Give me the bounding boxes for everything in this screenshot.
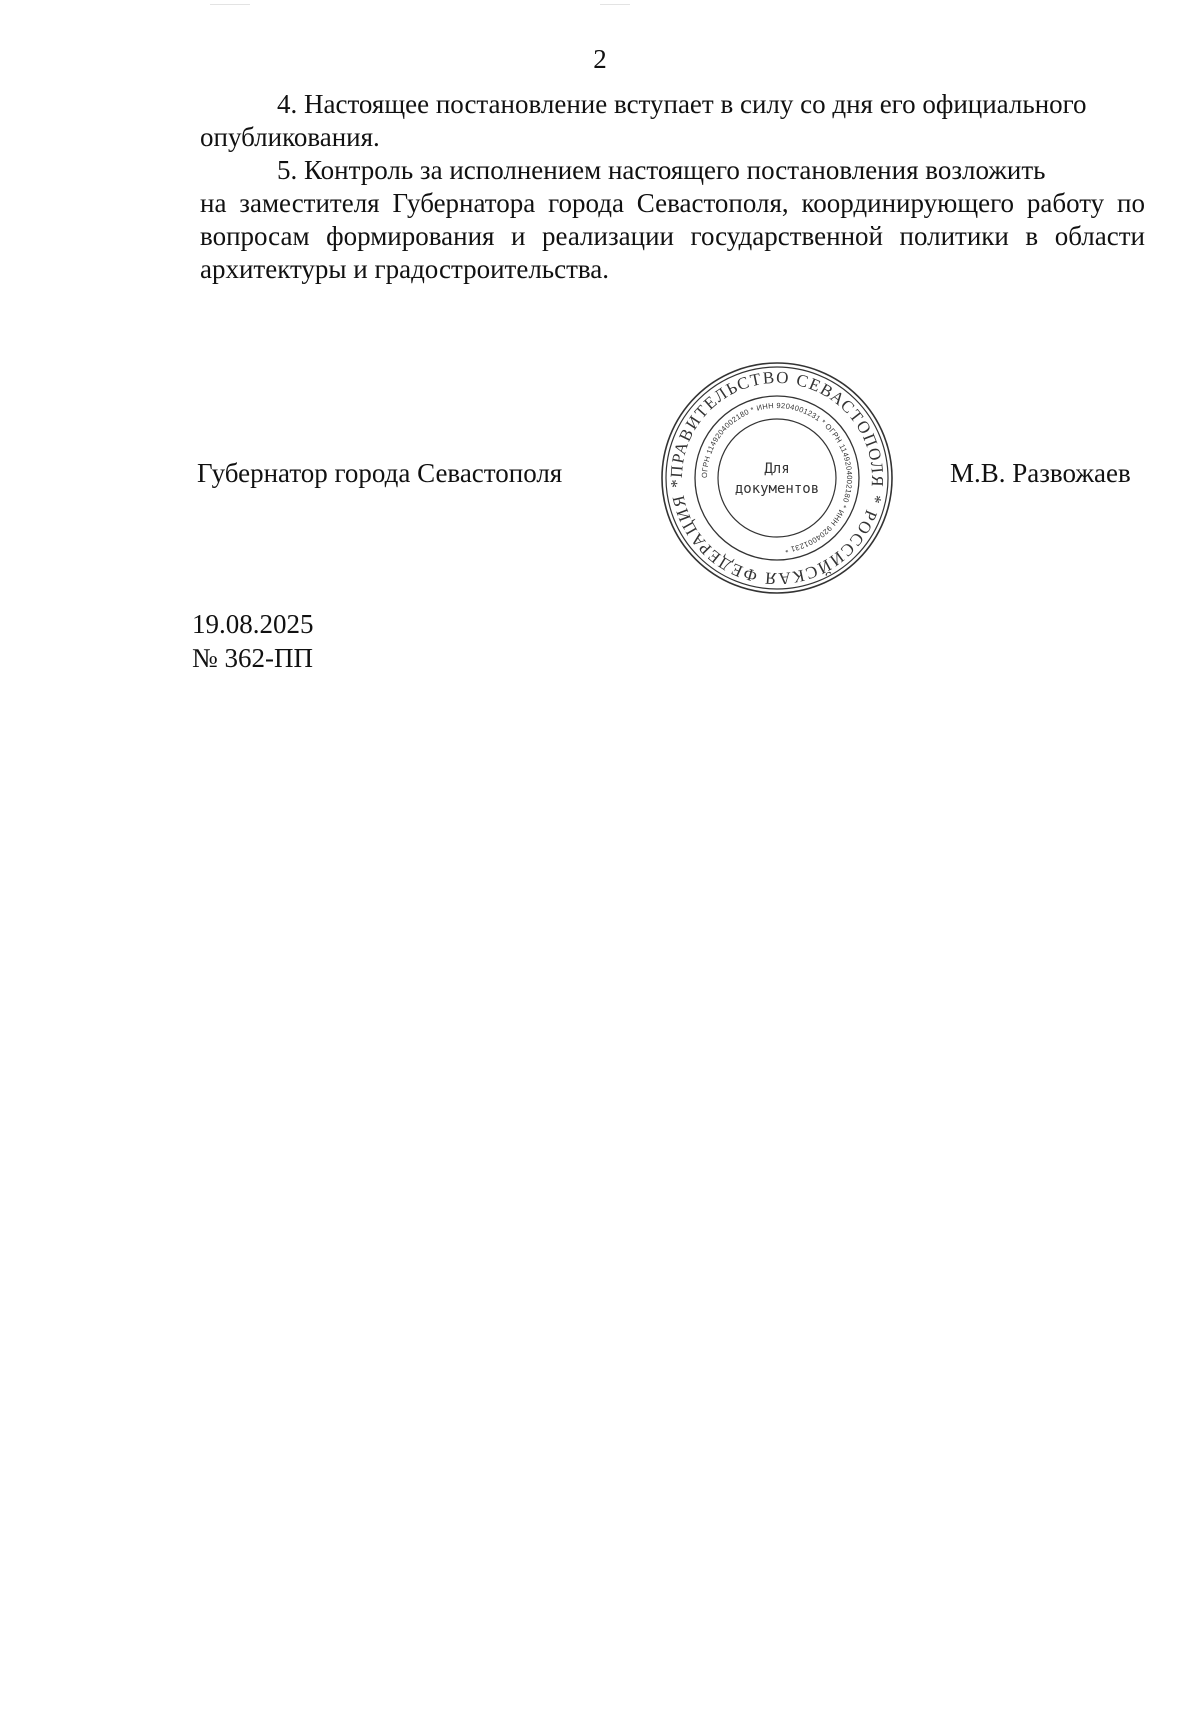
document-number: № 362-ПП: [192, 643, 313, 673]
signatory-position: Губернатор города Севастополя: [197, 458, 563, 488]
scan-artifact: [600, 4, 630, 5]
svg-text:ОГРН 1149204002180 * ИНН 92040: [700, 401, 854, 555]
seal-inner-text: ОГРН 1149204002180 * ИНН 9204001231 * ОГРН 1149204002180 * ИНН 9204001231 *: [699, 400, 855, 555]
seal-center-line2: документов: [734, 481, 820, 497]
paragraph-4-line1: 4. Настоящее постановление вступает в силу со дня его официального: [277, 89, 1087, 119]
signature-block: [0, 360, 1200, 600]
paragraph-4-rest: опубликования.: [200, 122, 380, 152]
svg-text:ПРАВИТЕЛЬСТВО СЕВАСТОПОЛЯ * РО: [667, 368, 887, 588]
signatory-name: М.В. Развожаев: [950, 458, 1131, 488]
document-body: [200, 88, 1145, 286]
document-date: 19.08.2025: [192, 609, 314, 639]
scan-artifact: [210, 4, 250, 5]
seal-center-line1: Для: [764, 461, 790, 477]
page-number: 2: [593, 44, 607, 74]
paragraph-5-line1: 5. Контроль за исполнением настоящего постановления возложить: [277, 155, 1046, 185]
paragraph-4: [200, 88, 1145, 154]
paragraph-5-rest: на заместителя Губернатора города Севастополя, координирующего работу по вопросам формирования и реализации государственной политики в области архитектуры и градостроительства.: [200, 188, 1145, 284]
official-seal-icon: [659, 360, 895, 596]
seal-outer-text: ПРАВИТЕЛЬСТВО СЕВАСТОПОЛЯ * РОССИЙСКАЯ ФЕДЕРАЦИЯ *: [666, 367, 888, 589]
paragraph-5: [200, 154, 1145, 286]
